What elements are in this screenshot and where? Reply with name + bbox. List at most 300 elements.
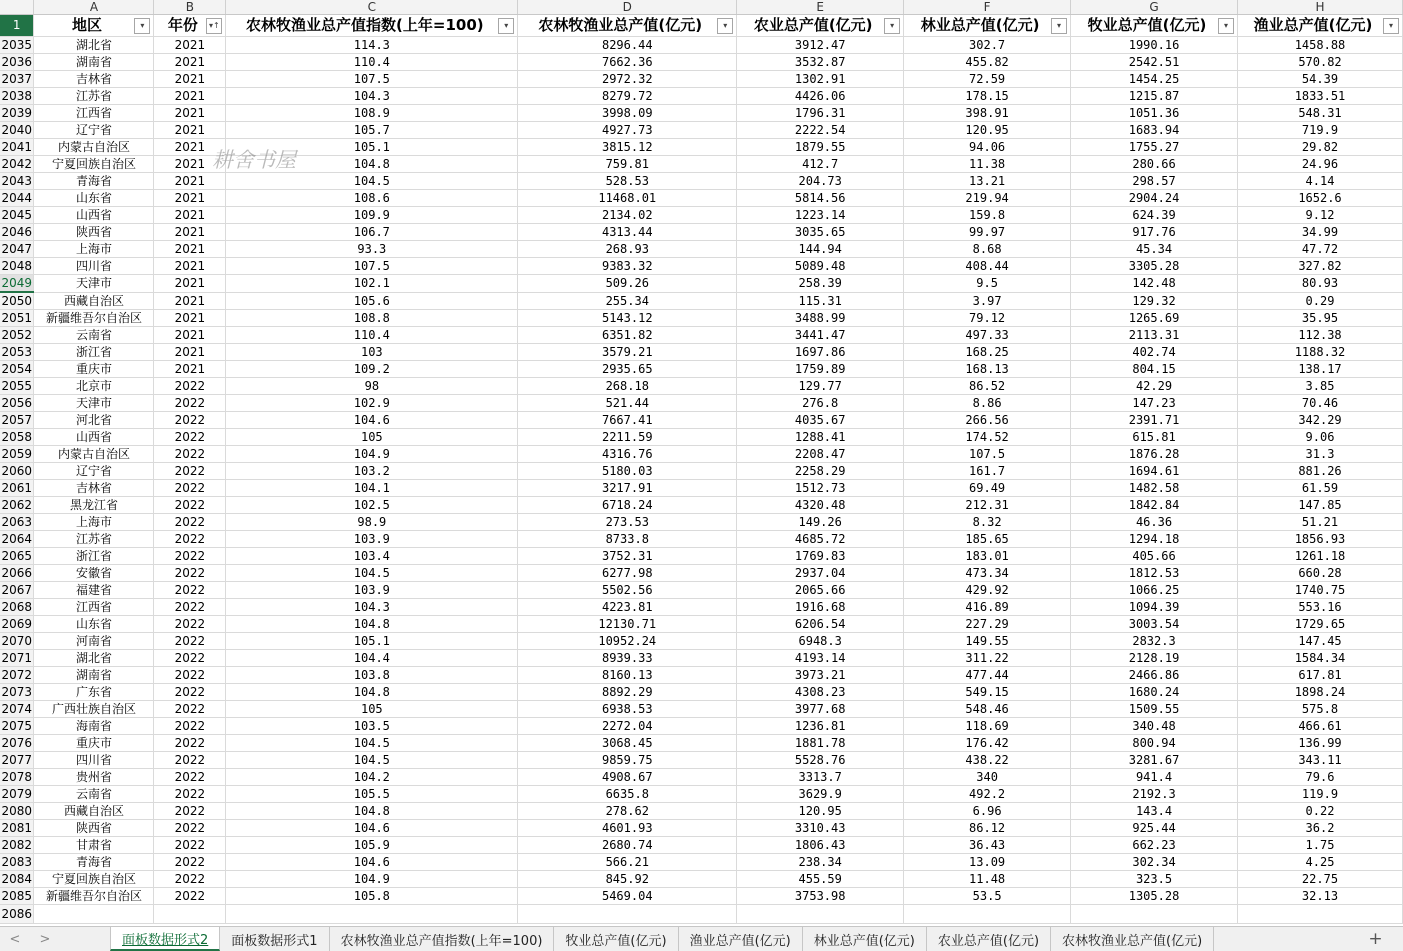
value-cell[interactable]: 3973.21 xyxy=(737,667,904,684)
value-cell[interactable]: 340 xyxy=(904,769,1071,786)
value-cell[interactable]: 22.75 xyxy=(1237,871,1402,888)
value-cell[interactable]: 408.44 xyxy=(904,258,1071,275)
value-cell[interactable]: 104.4 xyxy=(226,650,518,667)
region-cell[interactable]: 宁夏回族自治区 xyxy=(34,871,154,888)
value-cell[interactable]: 13.21 xyxy=(904,173,1071,190)
region-cell[interactable]: 辽宁省 xyxy=(34,463,154,480)
value-cell[interactable]: 4601.93 xyxy=(518,820,737,837)
value-cell[interactable]: 2065.66 xyxy=(737,582,904,599)
region-cell[interactable]: 西藏自治区 xyxy=(34,803,154,820)
value-cell[interactable]: 119.9 xyxy=(1237,786,1402,803)
value-cell[interactable]: 105.8 xyxy=(226,888,518,905)
value-cell[interactable]: 941.4 xyxy=(1071,769,1238,786)
region-cell[interactable]: 江西省 xyxy=(34,105,154,122)
region-cell[interactable]: 江苏省 xyxy=(34,88,154,105)
row-number[interactable]: 2036 xyxy=(1,55,33,69)
value-cell[interactable]: 183.01 xyxy=(904,548,1071,565)
year-cell[interactable]: 2021 xyxy=(154,105,226,122)
value-cell[interactable]: 238.34 xyxy=(737,854,904,871)
region-cell[interactable]: 山东省 xyxy=(34,190,154,207)
value-cell[interactable]: 3977.68 xyxy=(737,701,904,718)
value-cell[interactable]: 1066.25 xyxy=(1071,582,1238,599)
value-cell[interactable]: 204.73 xyxy=(737,173,904,190)
field-header-cell[interactable] xyxy=(518,15,737,37)
value-cell[interactable]: 51.21 xyxy=(1237,514,1402,531)
value-cell[interactable]: 103.8 xyxy=(226,667,518,684)
value-cell[interactable]: 759.81 xyxy=(518,156,737,173)
row-number[interactable]: 2078 xyxy=(1,770,33,784)
value-cell[interactable]: 719.9 xyxy=(1237,122,1402,139)
row-number[interactable]: 2056 xyxy=(1,396,33,410)
value-cell[interactable]: 104.8 xyxy=(226,684,518,701)
value-cell[interactable]: 70.46 xyxy=(1237,395,1402,412)
value-cell[interactable]: 3752.31 xyxy=(518,548,737,565)
value-cell[interactable]: 1305.28 xyxy=(1071,888,1238,905)
value-cell[interactable]: 3815.12 xyxy=(518,139,737,156)
value-cell[interactable]: 29.82 xyxy=(1237,139,1402,156)
year-cell[interactable]: 2021 xyxy=(154,241,226,258)
value-cell[interactable]: 1806.43 xyxy=(737,837,904,854)
value-cell[interactable]: 2208.47 xyxy=(737,446,904,463)
region-cell[interactable]: 新疆维吾尔自治区 xyxy=(34,310,154,327)
value-cell[interactable]: 104.5 xyxy=(226,752,518,769)
row-number[interactable]: 2074 xyxy=(1,702,33,716)
value-cell[interactable]: 45.34 xyxy=(1071,241,1238,258)
value-cell[interactable]: 4223.81 xyxy=(518,599,737,616)
value-cell[interactable]: 42.29 xyxy=(1071,378,1238,395)
field-header-cell[interactable] xyxy=(226,15,518,37)
value-cell[interactable]: 8.32 xyxy=(904,514,1071,531)
value-cell[interactable]: 343.11 xyxy=(1237,752,1402,769)
value-cell[interactable]: 102.5 xyxy=(226,497,518,514)
value-cell[interactable]: 11.48 xyxy=(904,871,1071,888)
row-number[interactable]: 2063 xyxy=(1,515,33,529)
value-cell[interactable]: 2222.54 xyxy=(737,122,904,139)
row-number[interactable]: 2051 xyxy=(1,311,33,325)
year-cell[interactable]: 2022 xyxy=(154,599,226,616)
region-cell[interactable]: 广西壮族自治区 xyxy=(34,701,154,718)
value-cell[interactable]: 104.2 xyxy=(226,769,518,786)
value-cell[interactable]: 1740.75 xyxy=(1237,582,1402,599)
value-cell[interactable]: 1842.84 xyxy=(1071,497,1238,514)
value-cell[interactable]: 7667.41 xyxy=(518,412,737,429)
next-sheet-button[interactable]: > xyxy=(39,931,51,947)
filter-dropdown-icon[interactable]: ▾ xyxy=(134,18,150,34)
value-cell[interactable]: 6206.54 xyxy=(737,616,904,633)
value-cell[interactable]: 1856.93 xyxy=(1237,531,1402,548)
value-cell[interactable]: 24.96 xyxy=(1237,156,1402,173)
value-cell[interactable]: 12130.71 xyxy=(518,616,737,633)
value-cell[interactable]: 105.7 xyxy=(226,122,518,139)
value-cell[interactable]: 107.5 xyxy=(226,258,518,275)
value-cell[interactable]: 662.23 xyxy=(1071,837,1238,854)
value-cell[interactable]: 6948.3 xyxy=(737,633,904,650)
empty-cell[interactable] xyxy=(226,905,518,924)
region-cell[interactable]: 四川省 xyxy=(34,258,154,275)
year-cell[interactable]: 2022 xyxy=(154,378,226,395)
value-cell[interactable]: 5143.12 xyxy=(518,310,737,327)
region-cell[interactable]: 上海市 xyxy=(34,241,154,258)
row-number[interactable]: 2045 xyxy=(1,208,33,222)
row-number[interactable]: 2071 xyxy=(1,651,33,665)
value-cell[interactable]: 2192.3 xyxy=(1071,786,1238,803)
row-number[interactable]: 2083 xyxy=(1,855,33,869)
row-number[interactable]: 2077 xyxy=(1,753,33,767)
row-number[interactable]: 2060 xyxy=(1,464,33,478)
value-cell[interactable]: 4426.06 xyxy=(737,88,904,105)
region-cell[interactable]: 湖南省 xyxy=(34,54,154,71)
field-header-cell[interactable] xyxy=(1071,15,1238,37)
value-cell[interactable]: 258.39 xyxy=(737,275,904,293)
value-cell[interactable]: 3035.65 xyxy=(737,224,904,241)
value-cell[interactable]: 3313.7 xyxy=(737,769,904,786)
value-cell[interactable]: 342.29 xyxy=(1237,412,1402,429)
value-cell[interactable]: 46.36 xyxy=(1071,514,1238,531)
value-cell[interactable]: 98.9 xyxy=(226,514,518,531)
sheet-tab[interactable]: 农业总产值(亿元) xyxy=(927,927,1051,951)
value-cell[interactable]: 1265.69 xyxy=(1071,310,1238,327)
value-cell[interactable]: 4685.72 xyxy=(737,531,904,548)
value-cell[interactable]: 1482.58 xyxy=(1071,480,1238,497)
year-cell[interactable]: 2022 xyxy=(154,888,226,905)
value-cell[interactable]: 925.44 xyxy=(1071,820,1238,837)
value-cell[interactable]: 3912.47 xyxy=(737,37,904,54)
region-cell[interactable]: 甘肃省 xyxy=(34,837,154,854)
value-cell[interactable]: 8733.8 xyxy=(518,531,737,548)
value-cell[interactable]: 2542.51 xyxy=(1071,54,1238,71)
value-cell[interactable]: 108.9 xyxy=(226,105,518,122)
filter-dropdown-icon[interactable]: ▾ xyxy=(1051,18,1067,34)
value-cell[interactable]: 5089.48 xyxy=(737,258,904,275)
value-cell[interactable]: 402.74 xyxy=(1071,344,1238,361)
value-cell[interactable]: 149.26 xyxy=(737,514,904,531)
sheet-tab[interactable]: 农林牧渔业总产值指数(上年=100) xyxy=(330,927,555,951)
value-cell[interactable]: 118.69 xyxy=(904,718,1071,735)
value-cell[interactable]: 1.75 xyxy=(1237,837,1402,854)
row-number[interactable]: 2053 xyxy=(1,345,33,359)
region-cell[interactable]: 北京市 xyxy=(34,378,154,395)
value-cell[interactable]: 570.82 xyxy=(1237,54,1402,71)
value-cell[interactable]: 9.06 xyxy=(1237,429,1402,446)
sheet-tab[interactable]: 渔业总产值(亿元) xyxy=(679,927,803,951)
value-cell[interactable]: 3.97 xyxy=(904,292,1071,310)
value-cell[interactable]: 1796.31 xyxy=(737,105,904,122)
year-cell[interactable]: 2022 xyxy=(154,412,226,429)
row-number[interactable]: 2038 xyxy=(1,89,33,103)
value-cell[interactable]: 327.82 xyxy=(1237,258,1402,275)
value-cell[interactable]: 2211.59 xyxy=(518,429,737,446)
value-cell[interactable]: 3305.28 xyxy=(1071,258,1238,275)
value-cell[interactable]: 104.6 xyxy=(226,412,518,429)
value-cell[interactable]: 624.39 xyxy=(1071,207,1238,224)
value-cell[interactable]: 47.72 xyxy=(1237,241,1402,258)
row-number[interactable]: 2082 xyxy=(1,838,33,852)
region-cell[interactable]: 河南省 xyxy=(34,633,154,650)
row-number[interactable]: 2041 xyxy=(1,140,33,154)
row-number[interactable]: 2073 xyxy=(1,685,33,699)
sheet-tab[interactable]: 面板数据形式1 xyxy=(220,927,329,951)
region-cell[interactable]: 安徽省 xyxy=(34,565,154,582)
value-cell[interactable]: 105 xyxy=(226,701,518,718)
empty-cell[interactable] xyxy=(34,905,154,924)
value-cell[interactable]: 566.21 xyxy=(518,854,737,871)
value-cell[interactable]: 104.8 xyxy=(226,156,518,173)
value-cell[interactable]: 104.5 xyxy=(226,173,518,190)
value-cell[interactable]: 104.6 xyxy=(226,854,518,871)
row-number[interactable]: 2047 xyxy=(1,242,33,256)
value-cell[interactable]: 94.06 xyxy=(904,139,1071,156)
value-cell[interactable]: 412.7 xyxy=(737,156,904,173)
sheet-tab[interactable]: 面板数据形式2 xyxy=(110,927,220,951)
filter-dropdown-icon[interactable]: ▾ xyxy=(498,18,514,34)
value-cell[interactable]: 268.93 xyxy=(518,241,737,258)
value-cell[interactable]: 8.68 xyxy=(904,241,1071,258)
value-cell[interactable]: 104.1 xyxy=(226,480,518,497)
value-cell[interactable]: 4320.48 xyxy=(737,497,904,514)
year-cell[interactable]: 2021 xyxy=(154,292,226,310)
field-header-cell[interactable] xyxy=(904,15,1071,37)
value-cell[interactable]: 845.92 xyxy=(518,871,737,888)
value-cell[interactable]: 528.53 xyxy=(518,173,737,190)
value-cell[interactable]: 7662.36 xyxy=(518,54,737,71)
value-cell[interactable]: 298.57 xyxy=(1071,173,1238,190)
value-cell[interactable]: 105.6 xyxy=(226,292,518,310)
value-cell[interactable]: 2128.19 xyxy=(1071,650,1238,667)
value-cell[interactable]: 9.12 xyxy=(1237,207,1402,224)
value-cell[interactable]: 4193.14 xyxy=(737,650,904,667)
year-cell[interactable]: 2021 xyxy=(154,88,226,105)
value-cell[interactable]: 6.96 xyxy=(904,803,1071,820)
year-cell[interactable]: 2022 xyxy=(154,786,226,803)
row-number[interactable]: 2057 xyxy=(1,413,33,427)
value-cell[interactable]: 405.66 xyxy=(1071,548,1238,565)
value-cell[interactable]: 6277.98 xyxy=(518,565,737,582)
value-cell[interactable]: 1990.16 xyxy=(1071,37,1238,54)
value-cell[interactable]: 3217.91 xyxy=(518,480,737,497)
value-cell[interactable]: 114.3 xyxy=(226,37,518,54)
value-cell[interactable]: 1302.91 xyxy=(737,71,904,88)
year-cell[interactable]: 2022 xyxy=(154,684,226,701)
value-cell[interactable]: 102.1 xyxy=(226,275,518,293)
value-cell[interactable]: 178.15 xyxy=(904,88,1071,105)
value-cell[interactable]: 104.3 xyxy=(226,88,518,105)
year-cell[interactable]: 2021 xyxy=(154,361,226,378)
year-cell[interactable]: 2021 xyxy=(154,310,226,327)
year-cell[interactable]: 2022 xyxy=(154,735,226,752)
year-cell[interactable]: 2022 xyxy=(154,633,226,650)
filter-dropdown-icon[interactable]: ▾ xyxy=(884,18,900,34)
value-cell[interactable]: 3753.98 xyxy=(737,888,904,905)
year-cell[interactable]: 2022 xyxy=(154,480,226,497)
value-cell[interactable]: 3998.09 xyxy=(518,105,737,122)
value-cell[interactable]: 340.48 xyxy=(1071,718,1238,735)
region-cell[interactable]: 宁夏回族自治区 xyxy=(34,156,154,173)
field-header-cell[interactable] xyxy=(1237,15,1402,37)
value-cell[interactable]: 1294.18 xyxy=(1071,531,1238,548)
year-cell[interactable]: 2022 xyxy=(154,718,226,735)
value-cell[interactable]: 106.7 xyxy=(226,224,518,241)
row-number[interactable]: 2059 xyxy=(1,447,33,461)
value-cell[interactable]: 86.52 xyxy=(904,378,1071,395)
empty-cell[interactable] xyxy=(904,905,1071,924)
region-cell[interactable]: 浙江省 xyxy=(34,548,154,565)
value-cell[interactable]: 115.31 xyxy=(737,292,904,310)
column-header-c[interactable]: C xyxy=(226,0,518,15)
value-cell[interactable]: 5528.76 xyxy=(737,752,904,769)
value-cell[interactable]: 227.29 xyxy=(904,616,1071,633)
value-cell[interactable]: 11468.01 xyxy=(518,190,737,207)
year-cell[interactable]: 2022 xyxy=(154,497,226,514)
region-cell[interactable]: 青海省 xyxy=(34,173,154,190)
region-cell[interactable]: 吉林省 xyxy=(34,71,154,88)
value-cell[interactable]: 615.81 xyxy=(1071,429,1238,446)
year-cell[interactable]: 2021 xyxy=(154,344,226,361)
value-cell[interactable]: 273.53 xyxy=(518,514,737,531)
value-cell[interactable]: 8296.44 xyxy=(518,37,737,54)
value-cell[interactable]: 4908.67 xyxy=(518,769,737,786)
empty-cell[interactable] xyxy=(154,905,226,924)
field-header-cell[interactable] xyxy=(737,15,904,37)
year-cell[interactable]: 2022 xyxy=(154,582,226,599)
value-cell[interactable]: 521.44 xyxy=(518,395,737,412)
value-cell[interactable]: 398.91 xyxy=(904,105,1071,122)
region-cell[interactable]: 内蒙古自治区 xyxy=(34,446,154,463)
value-cell[interactable]: 102.9 xyxy=(226,395,518,412)
value-cell[interactable]: 107.5 xyxy=(226,71,518,88)
value-cell[interactable]: 3629.9 xyxy=(737,786,904,803)
region-cell[interactable]: 湖北省 xyxy=(34,37,154,54)
field-header-cell[interactable] xyxy=(34,15,154,37)
value-cell[interactable]: 1454.25 xyxy=(1071,71,1238,88)
value-cell[interactable]: 35.95 xyxy=(1237,310,1402,327)
row-number[interactable]: 2080 xyxy=(1,804,33,818)
region-cell[interactable]: 吉林省 xyxy=(34,480,154,497)
row-number[interactable]: 2054 xyxy=(1,362,33,376)
value-cell[interactable]: 104.9 xyxy=(226,446,518,463)
value-cell[interactable]: 492.2 xyxy=(904,786,1071,803)
value-cell[interactable]: 5180.03 xyxy=(518,463,737,480)
region-cell[interactable]: 陕西省 xyxy=(34,820,154,837)
value-cell[interactable]: 34.99 xyxy=(1237,224,1402,241)
value-cell[interactable]: 1215.87 xyxy=(1071,88,1238,105)
value-cell[interactable]: 311.22 xyxy=(904,650,1071,667)
value-cell[interactable]: 1458.88 xyxy=(1237,37,1402,54)
region-cell[interactable]: 天津市 xyxy=(34,395,154,412)
value-cell[interactable]: 104.8 xyxy=(226,803,518,820)
row-number[interactable]: 2076 xyxy=(1,736,33,750)
column-header-d[interactable]: D xyxy=(518,0,737,15)
row-number[interactable]: 2049 xyxy=(1,276,33,290)
value-cell[interactable]: 1755.27 xyxy=(1071,139,1238,156)
value-cell[interactable]: 3068.45 xyxy=(518,735,737,752)
value-cell[interactable]: 429.92 xyxy=(904,582,1071,599)
value-cell[interactable]: 4316.76 xyxy=(518,446,737,463)
value-cell[interactable]: 617.81 xyxy=(1237,667,1402,684)
value-cell[interactable]: 105.9 xyxy=(226,837,518,854)
value-cell[interactable]: 149.55 xyxy=(904,633,1071,650)
value-cell[interactable]: 142.48 xyxy=(1071,275,1238,293)
row-number[interactable]: 2043 xyxy=(1,174,33,188)
value-cell[interactable]: 4927.73 xyxy=(518,122,737,139)
value-cell[interactable]: 54.39 xyxy=(1237,71,1402,88)
value-cell[interactable]: 104.5 xyxy=(226,565,518,582)
value-cell[interactable]: 105.1 xyxy=(226,633,518,650)
value-cell[interactable]: 144.94 xyxy=(737,241,904,258)
region-cell[interactable]: 福建省 xyxy=(34,582,154,599)
value-cell[interactable]: 8279.72 xyxy=(518,88,737,105)
year-cell[interactable]: 2021 xyxy=(154,122,226,139)
year-cell[interactable]: 2021 xyxy=(154,258,226,275)
value-cell[interactable]: 104.9 xyxy=(226,871,518,888)
value-cell[interactable]: 147.85 xyxy=(1237,497,1402,514)
value-cell[interactable]: 276.8 xyxy=(737,395,904,412)
value-cell[interactable]: 5469.04 xyxy=(518,888,737,905)
region-cell[interactable]: 云南省 xyxy=(34,786,154,803)
year-cell[interactable]: 2022 xyxy=(154,667,226,684)
value-cell[interactable]: 2972.32 xyxy=(518,71,737,88)
region-cell[interactable]: 湖北省 xyxy=(34,650,154,667)
value-cell[interactable]: 548.46 xyxy=(904,701,1071,718)
value-cell[interactable]: 104.5 xyxy=(226,735,518,752)
row-number[interactable]: 2048 xyxy=(1,259,33,273)
value-cell[interactable]: 138.17 xyxy=(1237,361,1402,378)
value-cell[interactable]: 881.26 xyxy=(1237,463,1402,480)
value-cell[interactable]: 4035.67 xyxy=(737,412,904,429)
year-cell[interactable]: 2022 xyxy=(154,514,226,531)
value-cell[interactable]: 4.25 xyxy=(1237,854,1402,871)
value-cell[interactable]: 6351.82 xyxy=(518,327,737,344)
value-cell[interactable]: 61.59 xyxy=(1237,480,1402,497)
value-cell[interactable]: 86.12 xyxy=(904,820,1071,837)
value-cell[interactable]: 2134.02 xyxy=(518,207,737,224)
value-cell[interactable]: 3281.67 xyxy=(1071,752,1238,769)
year-cell[interactable]: 2021 xyxy=(154,190,226,207)
column-header-f[interactable]: F xyxy=(904,0,1071,15)
year-cell[interactable]: 2022 xyxy=(154,871,226,888)
region-cell[interactable]: 陕西省 xyxy=(34,224,154,241)
value-cell[interactable]: 104.6 xyxy=(226,820,518,837)
column-header-h[interactable]: H xyxy=(1237,0,1402,15)
value-cell[interactable]: 103 xyxy=(226,344,518,361)
year-cell[interactable]: 2022 xyxy=(154,769,226,786)
row-number[interactable]: 2079 xyxy=(1,787,33,801)
value-cell[interactable]: 660.28 xyxy=(1237,565,1402,582)
value-cell[interactable]: 6718.24 xyxy=(518,497,737,514)
value-cell[interactable]: 1584.34 xyxy=(1237,650,1402,667)
value-cell[interactable]: 1879.55 xyxy=(737,139,904,156)
value-cell[interactable]: 6938.53 xyxy=(518,701,737,718)
value-cell[interactable]: 143.4 xyxy=(1071,803,1238,820)
value-cell[interactable]: 1898.24 xyxy=(1237,684,1402,701)
value-cell[interactable]: 99.97 xyxy=(904,224,1071,241)
value-cell[interactable]: 110.4 xyxy=(226,327,518,344)
value-cell[interactable]: 1697.86 xyxy=(737,344,904,361)
value-cell[interactable]: 9383.32 xyxy=(518,258,737,275)
region-cell[interactable]: 湖南省 xyxy=(34,667,154,684)
row-number[interactable]: 2085 xyxy=(1,889,33,903)
value-cell[interactable]: 136.99 xyxy=(1237,735,1402,752)
region-cell[interactable]: 新疆维吾尔自治区 xyxy=(34,888,154,905)
row-number[interactable]: 2042 xyxy=(1,157,33,171)
value-cell[interactable]: 109.9 xyxy=(226,207,518,224)
value-cell[interactable]: 8.86 xyxy=(904,395,1071,412)
value-cell[interactable]: 147.45 xyxy=(1237,633,1402,650)
value-cell[interactable]: 79.6 xyxy=(1237,769,1402,786)
year-cell[interactable]: 2022 xyxy=(154,548,226,565)
value-cell[interactable]: 1509.55 xyxy=(1071,701,1238,718)
row-number[interactable]: 2065 xyxy=(1,549,33,563)
sheet-tab[interactable]: 林业总产值(亿元) xyxy=(803,927,927,951)
